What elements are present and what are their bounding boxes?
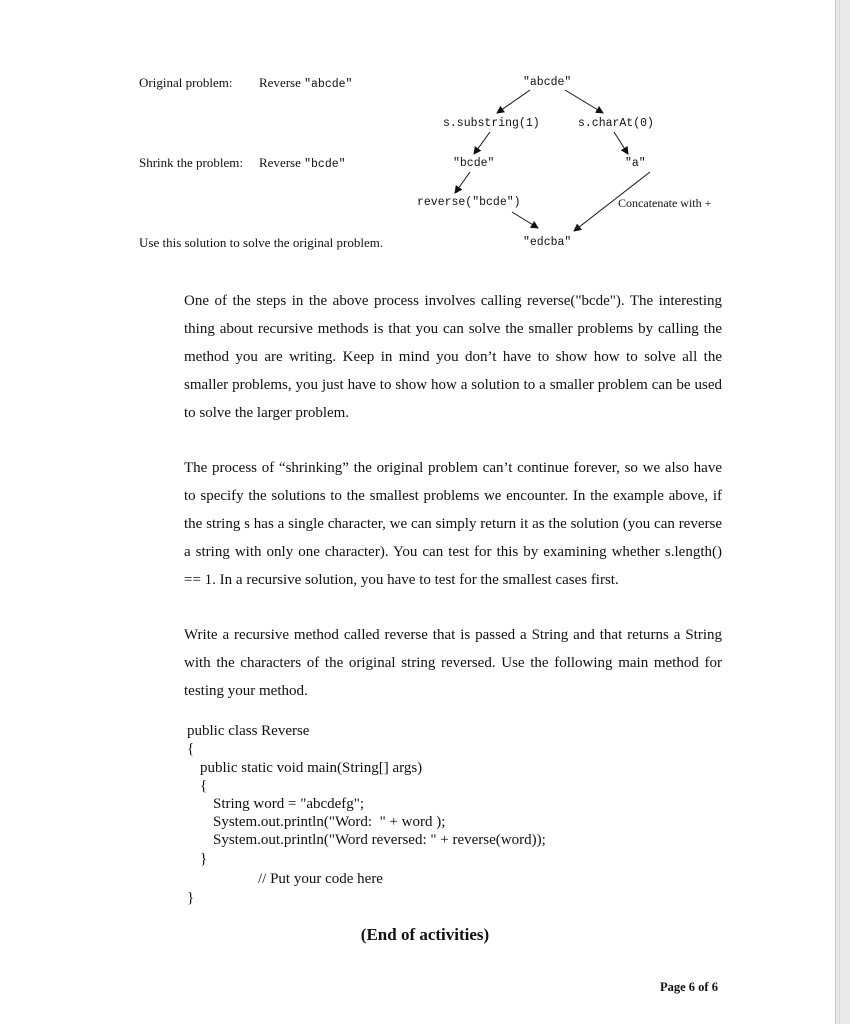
code-line-main: public static void main(String[] args) — [200, 760, 423, 776]
original-problem-desc: Reverse "abcde" — [259, 75, 353, 91]
page-number: Page 6 of 6 — [660, 980, 718, 994]
arrow-root-to-substring — [497, 90, 530, 113]
node-abcde: "abcde" — [523, 76, 572, 89]
arrow-a-to-edcba — [574, 172, 650, 231]
paragraph-base-case: The process of “shrinking” the original problem can’t continue forever, so we also have to specify the solutions to the smallest problems we encounter. In the example above, if the string s has a single character, we can simply return it as the solution (you can reverse a string with only one character). You can test for this by examining whether s.length() == 1. In a recursive solution, you have to test for the smallest cases first. — [184, 460, 722, 588]
node-charat: s.charAt(0) — [578, 117, 654, 130]
code-line-print-reversed: System.out.println("Word reversed: " + reverse(word)); — [213, 832, 546, 848]
node-substring: s.substring(1) — [443, 117, 540, 130]
code-line-open-brace: { — [187, 741, 195, 757]
arrow-charat-to-a — [614, 132, 628, 154]
arrow-bcde-to-reverse — [455, 172, 470, 193]
paragraph-task: Write a recursive method called reverse that is passed a String and that returns a String with the characters of the original string reversed. Use the following main method for testing your method. — [184, 627, 722, 699]
end-of-activities: (End of activities) — [360, 925, 490, 944]
node-bcde: "bcde" — [453, 157, 495, 170]
arrow-root-to-charat — [565, 90, 603, 113]
code-line-close-brace: } — [187, 890, 195, 906]
node-reverse-call: reverse("bcde") — [417, 196, 521, 209]
arrow-reverse-to-edcba — [512, 212, 538, 228]
shrink-problem-desc: Reverse "bcde" — [259, 155, 346, 171]
code-line-comment: // Put your code here — [258, 871, 383, 887]
recursion-diagram-arrows — [0, 0, 850, 270]
node-a: "a" — [625, 157, 646, 170]
node-concatenate: Concatenate with + — [618, 196, 712, 210]
shrink-problem-label: Shrink the problem: — [139, 155, 243, 170]
code-line-word: String word = "abcdefg"; — [213, 796, 365, 812]
node-edcba: "edcba" — [523, 236, 572, 249]
use-solution-label: Use this solution to solve the original problem. — [139, 235, 384, 250]
arrow-substring-to-bcde — [474, 132, 490, 154]
code-line-main-close: } — [200, 851, 208, 867]
paragraph-recursive-steps: One of the steps in the above process involves calling reverse("bcde"). The interesting thing about recursive methods is that you can solve the smaller problems by calling the method you are writing. Keep in mind you don’t have to show how to solve all the smaller problems, you just have to show how a solution to a smaller problem can be used to solve the larger problem. — [184, 293, 722, 421]
code-line-main-open: { — [200, 778, 208, 794]
code-line-class: public class Reverse — [187, 723, 310, 739]
code-line-print-word: System.out.println("Word: " + word ); — [213, 814, 446, 830]
original-problem-label: Original problem: — [139, 75, 233, 90]
